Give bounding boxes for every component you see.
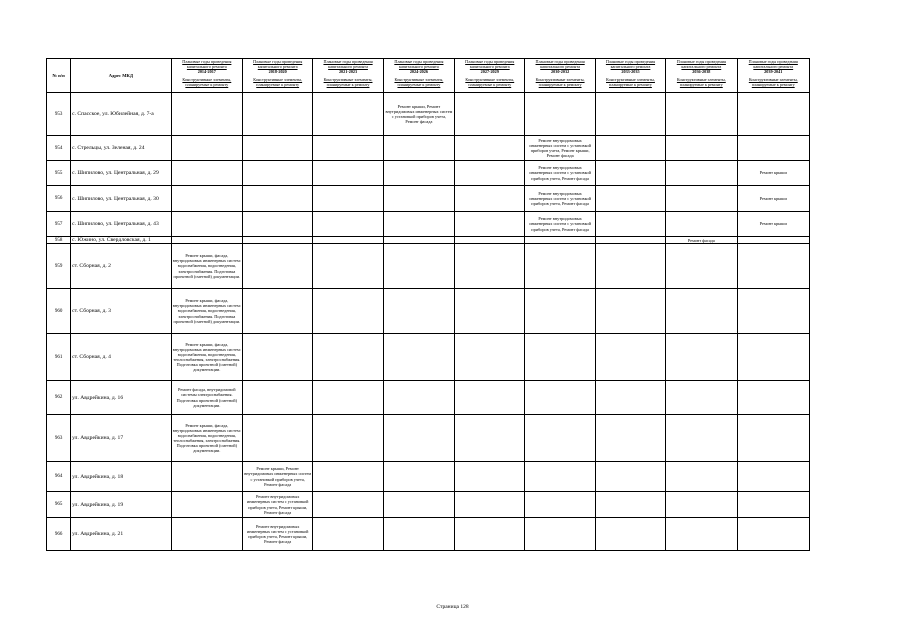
table-row <box>47 518 810 551</box>
repair-cell <box>737 289 809 334</box>
repair-cell: Ремонт крыши, Ремонт внутридомовых инженерных систем с установкой приборов учета, Ремонт фасада <box>243 462 313 492</box>
repair-cell <box>666 136 737 161</box>
row-address: ст. Сборная, д. 3 <box>71 289 172 334</box>
repair-cell <box>455 186 525 212</box>
repair-cell <box>171 492 242 518</box>
row-number: 953 <box>47 93 71 136</box>
repair-cell <box>383 136 454 161</box>
repair-cell: Ремонт внутридомовых инженерных систем с установкой приборов учета, Ремонт крыши, Ремонт фасада <box>525 136 595 161</box>
table-row <box>47 212 810 237</box>
repair-cell <box>383 186 454 212</box>
repair-cell <box>171 93 242 136</box>
repair-cell: Ремонт крыши <box>737 212 809 237</box>
header-period-3 <box>313 59 383 93</box>
repair-cell <box>383 381 454 415</box>
period-years: 2030-2032 <box>551 69 570 74</box>
period-label: Плановые годы проведения капитального ремонта <box>394 59 444 69</box>
row-address: с. Стрельцы, ул. Зеленая, д. 24 <box>71 136 172 161</box>
repair-cell: Ремонт внутридомовых инженерных систем с установкой приборов учета, Ремонт фасада <box>525 212 595 237</box>
repair-cell <box>595 289 665 334</box>
row-number: 963 <box>47 415 71 462</box>
repair-cell <box>525 518 595 551</box>
repair-cell <box>313 186 383 212</box>
repair-cell <box>737 93 809 136</box>
repair-cell <box>171 462 242 492</box>
repair-cell <box>383 212 454 237</box>
repair-cell <box>525 237 595 244</box>
row-address: с. Шипилово, ул. Центральная, д. 29 <box>71 161 172 186</box>
repair-cell <box>455 289 525 334</box>
repair-cell <box>243 161 313 186</box>
period-years: 2027-2029 <box>480 69 499 74</box>
repair-cell <box>525 244 595 289</box>
repair-cell <box>313 415 383 462</box>
repair-cell <box>243 186 313 212</box>
period-years: 2014-2017 <box>197 69 216 74</box>
row-number: 965 <box>47 492 71 518</box>
capital-repair-table <box>46 58 810 551</box>
table-row <box>47 237 810 244</box>
table-row <box>47 244 810 289</box>
period-label: Плановые годы проведения капитального ремонта <box>323 59 373 69</box>
period-years: 2039-2041 <box>764 69 783 74</box>
header-num: № п/п <box>47 59 71 93</box>
repair-cell <box>455 212 525 237</box>
repair-cell <box>525 492 595 518</box>
header-period-7 <box>595 59 665 93</box>
row-number: 959 <box>47 244 71 289</box>
row-address: с. Спасское, ул. Юбилейная, д. 7-а <box>71 93 172 136</box>
repair-cell <box>313 381 383 415</box>
repair-cell <box>455 161 525 186</box>
repair-cell: Ремонт крыши <box>737 161 809 186</box>
table-row <box>47 381 810 415</box>
repair-cell <box>737 492 809 518</box>
repair-cell <box>383 161 454 186</box>
repair-cell: Ремонт внутридомовых инженерных систем с установкой приборов учета, Ремонт крыши, Ремонт фасада <box>243 492 313 518</box>
repair-cell <box>171 136 242 161</box>
repair-cell <box>313 237 383 244</box>
repair-cell <box>313 334 383 381</box>
period-label: Плановые годы проведения капитального ремонта <box>535 59 585 69</box>
row-number: 960 <box>47 289 71 334</box>
repair-cell <box>243 136 313 161</box>
table-row <box>47 136 810 161</box>
repair-cell: Ремонт крыши <box>737 186 809 212</box>
row-address: с. Южино, ул. Свердловская, д. 1 <box>71 237 172 244</box>
period-subtitle: Конструктивные элементы, планируемые к ремонту <box>394 77 444 87</box>
repair-cell <box>666 161 737 186</box>
repair-cell <box>455 381 525 415</box>
row-address: с. Шипилово, ул. Центральная, д. 30 <box>71 186 172 212</box>
repair-cell <box>243 334 313 381</box>
repair-cell <box>595 136 665 161</box>
repair-cell: Ремонт фасада <box>666 237 737 244</box>
period-subtitle: Конструктивные элементы, планируемые к ремонту <box>748 77 798 87</box>
repair-cell <box>383 334 454 381</box>
period-years: 2024-2026 <box>409 69 428 74</box>
row-address: ул. Авдрейкина, д. 17 <box>71 415 172 462</box>
period-years: 2021-2023 <box>338 69 358 74</box>
header-period-9 <box>737 59 809 93</box>
repair-cell <box>455 244 525 289</box>
page-number: Страница 128 <box>436 604 469 610</box>
repair-cell <box>595 518 665 551</box>
repair-cell <box>171 212 242 237</box>
header-period-1 <box>171 59 242 93</box>
repair-cell <box>313 289 383 334</box>
table-row <box>47 462 810 492</box>
repair-cell <box>455 462 525 492</box>
repair-cell <box>455 93 525 136</box>
repair-cell <box>666 289 737 334</box>
repair-cell <box>595 381 665 415</box>
period-label: Плановые годы проведения капитального ремонта <box>748 59 798 69</box>
repair-cell <box>313 492 383 518</box>
repair-cell <box>737 136 809 161</box>
repair-cell <box>666 334 737 381</box>
repair-cell: Ремонт крыши, фасада, внутридомовых инженерных систем: водоснабжения, водоотведения, теплоснабжения, электроснабжения. Подготовка проектной (сметной) документации. <box>171 415 242 462</box>
row-address: ул. Авдрейкина, д. 21 <box>71 518 172 551</box>
repair-cell <box>455 334 525 381</box>
repair-cell <box>243 381 313 415</box>
period-subtitle: Конструктивные элементы, планируемые к ремонту <box>676 77 726 87</box>
repair-cell <box>595 462 665 492</box>
row-address: ст. Сборная, д. 2 <box>71 244 172 289</box>
repair-cell <box>525 381 595 415</box>
repair-cell <box>243 289 313 334</box>
row-address: ул. Авдрейкина, д. 16 <box>71 381 172 415</box>
repair-cell <box>737 334 809 381</box>
period-subtitle: Конструктивные элементы, планируемые к ремонту <box>323 77 373 87</box>
repair-cell <box>595 212 665 237</box>
repair-cell: Ремонт крыши, Ремонт внутридомовых инженерных систем с установкой приборов учета, Ремонт фасада <box>383 93 454 136</box>
repair-cell <box>171 518 242 551</box>
period-years: 2033-2035 <box>621 69 640 74</box>
repair-cell <box>666 244 737 289</box>
repair-cell <box>383 289 454 334</box>
repair-cell <box>243 93 313 136</box>
period-label: Плановые годы проведения капитального ремонта <box>182 59 232 69</box>
repair-cell <box>313 518 383 551</box>
period-subtitle: Конструктивные элементы, планируемые к ремонту <box>606 77 655 87</box>
repair-cell <box>737 415 809 462</box>
repair-cell <box>313 161 383 186</box>
table-row <box>47 93 810 136</box>
repair-cell <box>243 212 313 237</box>
period-label: Плановые годы проведения капитального ремонта <box>253 59 303 69</box>
repair-cell <box>737 518 809 551</box>
repair-cell <box>595 93 665 136</box>
repair-cell <box>171 237 242 244</box>
row-number: 961 <box>47 334 71 381</box>
repair-cell <box>313 136 383 161</box>
repair-cell <box>737 237 809 244</box>
repair-cell <box>666 415 737 462</box>
row-address: ст. Сборная, д. 4 <box>71 334 172 381</box>
repair-cell <box>455 492 525 518</box>
row-number: 966 <box>47 518 71 551</box>
repair-cell <box>383 518 454 551</box>
table-body <box>47 93 810 551</box>
header-period-2 <box>243 59 313 93</box>
repair-cell <box>666 212 737 237</box>
repair-cell <box>313 244 383 289</box>
repair-cell <box>525 462 595 492</box>
period-label: Плановые годы проведения капитального ремонта <box>605 59 656 69</box>
repair-cell <box>666 93 737 136</box>
repair-cell <box>595 334 665 381</box>
row-number: 962 <box>47 381 71 415</box>
repair-cell <box>243 415 313 462</box>
header-address: Адрес МКД <box>71 59 172 93</box>
header-row <box>47 59 810 93</box>
period-years: 2018-2020 <box>268 69 287 74</box>
header-period-8 <box>666 59 737 93</box>
table-row <box>47 289 810 334</box>
header-period-4 <box>383 59 454 93</box>
row-number: 957 <box>47 212 71 237</box>
repair-cell <box>455 415 525 462</box>
period-subtitle: Конструктивные элементы, планируемые к ремонту <box>535 77 585 87</box>
repair-cell <box>666 518 737 551</box>
repair-cell <box>383 237 454 244</box>
repair-cell <box>737 462 809 492</box>
repair-cell <box>525 415 595 462</box>
table-row <box>47 161 810 186</box>
row-number: 955 <box>47 161 71 186</box>
repair-cell <box>666 492 737 518</box>
period-subtitle: Конструктивные элементы, планируемые к ремонту <box>182 77 232 87</box>
repair-cell <box>313 93 383 136</box>
table-row <box>47 492 810 518</box>
repair-cell <box>243 244 313 289</box>
repair-cell <box>455 237 525 244</box>
table-row <box>47 415 810 462</box>
repair-cell: Ремонт фасада, внутридомовой системы электроснабжения. Подготовка проектной (сметной) документации. <box>171 381 242 415</box>
repair-cell: Ремонт крыши, фасада, внутридомовых инженерных систем: водоснабжения, водоотведения, электроснабжения. Подготовка проектной (сметной) документации. <box>171 289 242 334</box>
repair-cell <box>455 518 525 551</box>
repair-cell <box>737 244 809 289</box>
row-address: с. Шипилово, ул. Центральная, д. 43 <box>71 212 172 237</box>
repair-cell <box>666 462 737 492</box>
repair-cell <box>171 186 242 212</box>
repair-cell <box>313 462 383 492</box>
period-label: Плановые годы проведения капитального ремонта <box>465 59 515 69</box>
repair-cell <box>595 415 665 462</box>
period-subtitle: Конструктивные элементы, планируемые к ремонту <box>253 77 303 87</box>
repair-cell <box>666 186 737 212</box>
repair-cell: Ремонт внутридомовых инженерных систем с установкой приборов учета, Ремонт фасада <box>525 186 595 212</box>
repair-cell <box>737 381 809 415</box>
row-address: ул. Авдрейкина, д. 19 <box>71 492 172 518</box>
header-period-5 <box>455 59 525 93</box>
repair-cell <box>383 492 454 518</box>
repair-cell <box>595 244 665 289</box>
repair-cell <box>525 334 595 381</box>
row-number: 956 <box>47 186 71 212</box>
repair-cell <box>595 237 665 244</box>
repair-cell <box>383 244 454 289</box>
row-address: ул. Авдрейкина, д. 18 <box>71 462 172 492</box>
repair-cell <box>383 415 454 462</box>
repair-cell: Ремонт внутридомовых инженерных систем с установкой приборов учета, Ремонт фасада <box>525 161 595 186</box>
repair-cell <box>595 492 665 518</box>
repair-cell <box>666 381 737 415</box>
period-label: Плановые годы проведения капитального ремонта <box>676 59 726 69</box>
period-subtitle: Конструктивные элементы, планируемые к ремонту <box>465 77 515 87</box>
repair-cell <box>455 136 525 161</box>
repair-cell <box>525 289 595 334</box>
repair-cell <box>525 93 595 136</box>
repair-cell <box>383 462 454 492</box>
row-number: 954 <box>47 136 71 161</box>
repair-cell <box>595 161 665 186</box>
repair-cell <box>243 237 313 244</box>
repair-cell: Ремонт крыши, фасада, внутридомовых инженерных систем: водоснабжения, водоотведения, теплоснабжения, электроснабжения. Подготовка проектной (сметной) документации. <box>171 334 242 381</box>
repair-cell: Ремонт внутридомовых инженерных систем с установкой приборов учета, Ремонт крыши, Ремонт фасада <box>243 518 313 551</box>
repair-cell <box>171 161 242 186</box>
repair-cell <box>313 212 383 237</box>
table-row <box>47 334 810 381</box>
repair-cell <box>595 186 665 212</box>
row-number: 964 <box>47 462 71 492</box>
row-number: 958 <box>47 237 71 244</box>
header-period-6 <box>525 59 595 93</box>
table-row <box>47 186 810 212</box>
period-years: 2036-2038 <box>692 69 711 74</box>
repair-cell: Ремонт крыши, фасада, внутридомовых инженерных систем: водоснабжения, водоотведения, электроснабжения. Подготовка проектной (сметной) документации. <box>171 244 242 289</box>
